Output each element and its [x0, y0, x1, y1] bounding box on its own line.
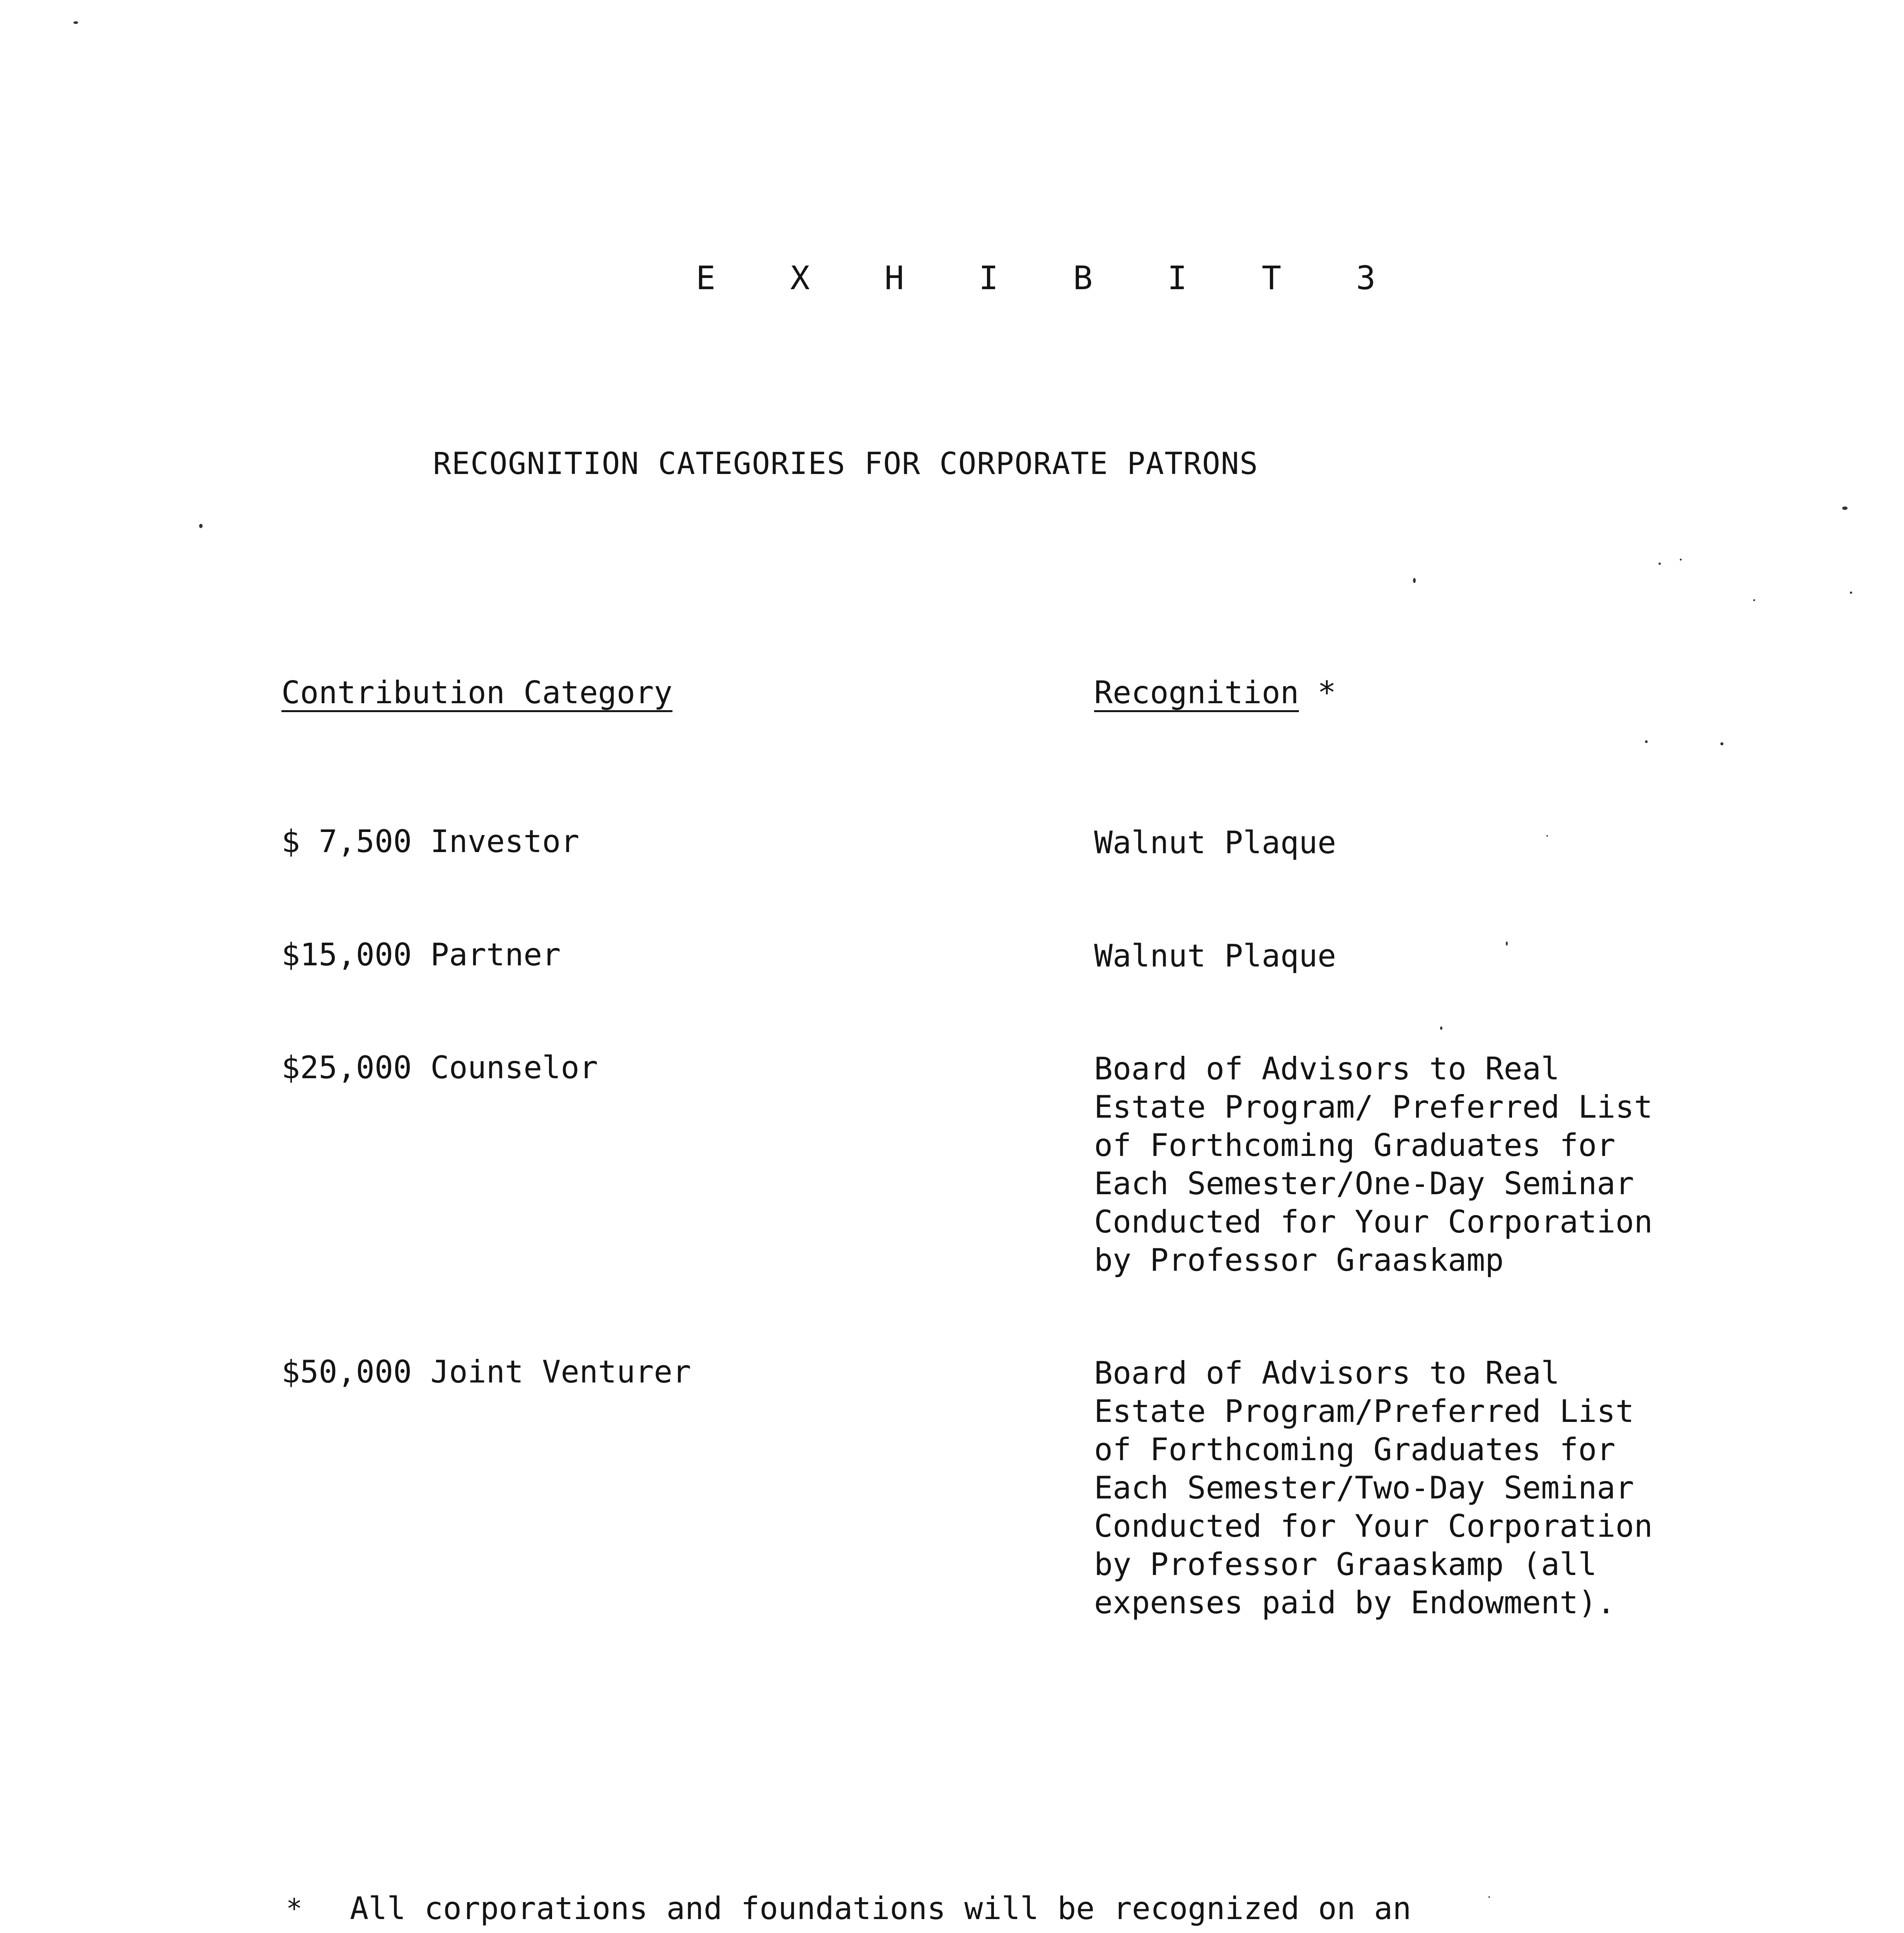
- contribution-category-header-text: Contribution Category: [281, 675, 673, 711]
- recognition-header: [1094, 675, 1336, 711]
- scan-speck: [1440, 1026, 1442, 1030]
- scan-speck: [1413, 578, 1416, 583]
- category-investor: $ 7,500 Investor: [281, 823, 580, 859]
- recognition-joint-venturer: Board of Advisors to Real Estate Program/Preferred List of Forthcoming Graduates for Each Semester/Two-Day Seminar Conducted for Your Corporation by Professor Graaskamp (all expenses paid by Endowment).: [1094, 1355, 1653, 1621]
- scan-speck: [1488, 1896, 1490, 1898]
- category-counselor: $25,000 Counselor: [281, 1050, 598, 1086]
- category-joint-venturer: $50,000 Joint Venturer: [281, 1354, 691, 1390]
- scan-speck: [1753, 599, 1755, 601]
- recognition-footnote-marker: *: [1317, 675, 1336, 711]
- exhibit-label: E X H I B I T 3: [696, 259, 1403, 297]
- category-partner: $15,000 Partner: [281, 937, 561, 973]
- scan-speck: [199, 524, 203, 528]
- recognition-investor: Walnut Plaque: [1094, 825, 1336, 861]
- scan-speck: [1842, 506, 1848, 510]
- recognition-partner: Walnut Plaque: [1094, 938, 1336, 974]
- footnote-marker: *: [286, 1893, 303, 1924]
- page-title: RECOGNITION CATEGORIES FOR CORPORATE PATRONS: [433, 447, 1258, 481]
- scan-speck: [1850, 591, 1852, 594]
- scan-speck: [73, 21, 78, 24]
- scan-speck: [1659, 563, 1661, 565]
- scan-speck: [1546, 835, 1548, 837]
- scan-speck: [1680, 559, 1682, 561]
- recognition-header-text: Recognition: [1094, 675, 1299, 711]
- scan-speck: [1645, 740, 1648, 743]
- scan-speck: [1506, 941, 1508, 946]
- contribution-category-header: [281, 675, 672, 711]
- scan-speck: [1720, 742, 1723, 745]
- recognition-counselor: Board of Advisors to Real Estate Program/ Preferred List of Forthcoming Graduates for Each Semester/One-Day Seminar Conducted for Your Corporation by Professor Graaskamp: [1094, 1051, 1653, 1278]
- footnote-line-1: All corporations and foundations will be recognized on an: [350, 1890, 1411, 1926]
